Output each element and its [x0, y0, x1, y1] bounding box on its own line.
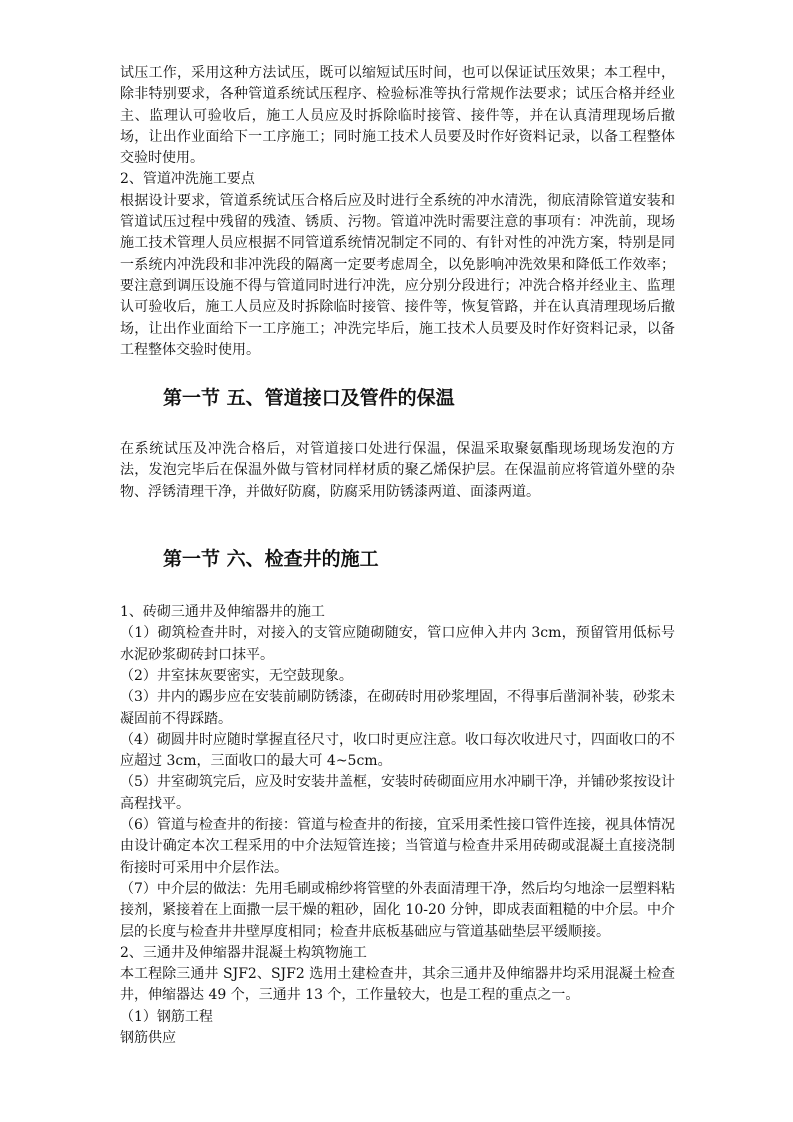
- subheading-rebar: （1）钢筋工程: [120, 1008, 213, 1025]
- list-item: （3）井内的踢步应在安装前刷防锈漆，在砌砖时用砂浆埋固，不得事后凿洞补装，砂浆未凝固前不得踩踏。: [120, 689, 675, 727]
- subheading-brick-well: 1、砖砌三通井及伸缩器井的施工: [120, 604, 325, 621]
- list-item: （4）砌圆井时应随时掌握直径尺寸，收口时更应注意。收口每次收进尺寸，四面收口的不应超过 3cm，三面收口的最大可 4~5cm。: [120, 731, 675, 770]
- paragraph-insulation: 在系统试压及冲洗合格后，对管道接口处进行保温，保温采取聚氨酯现场现场发泡的方法，发泡完毕后在保温外做与管材同样材质的聚乙烯保护层。在保温前应将管道外壁的杂物、浮锈清理干净，并做好防腐，防腐采用防锈漆两道、面漆两道。: [120, 441, 675, 500]
- spacer: [120, 571, 675, 602]
- paragraph-flushing: 根据设计要求，管道系统试压合格后应及时进行全系统的冲水清洗，彻底清除管道安装和管道试压过程中残留的残渣、锈质、污物。管道冲洗时需要注意的事项有：冲洗前，现场施工技术管理人员应根据不同管道系统情况制定不同的、有针对性的冲洗方案，特别是同一系统内冲洗段和非冲洗段的隔离一定要考虑周全，以免影响冲洗效果和降低工作效率；要注意到调压设施不得与管道同时进行冲洗，应分别分段进行；冲洗合格并经业主、监理认可验收后，施工人员应及时拆除临时接管、接件等，恢复管路，并在认真清理现场后撤场，让出作业面给下一工序施工；冲洗完毕后，施工技术人员要及时作好资料记录，以备工程整体交验时使用。: [120, 192, 675, 358]
- list-item: （2）井室抹灰要密实，无空鼓现象。: [120, 667, 353, 684]
- list-item: （6）管道与检查井的衔接：管道与检查井的衔接，宜采用柔性接口管件连接，视具体情况由设计确定本次工程采用的中介法短管连接；当管道与检查井采用砖砌或混凝土直接浇制衔接时可采用中介层作法。: [120, 817, 675, 876]
- subheading-concrete-well: 2、三通井及伸缩器井混凝土构筑物施工: [120, 944, 367, 961]
- paragraph-pressure-test: 试压工作，采用这种方法试压，既可以缩短试压时间，也可以保证试压效果；本工程中，除非特别要求，各种管道系统试压程序、检验标准等执行常规作法要求；试压合格并经业主、监理认可验收后，施工人员应及时拆除临时接管、接件等，并在认真清理现场后撤场，让出作业面给下一工序施工；同时施工技术人员要及时作好资料记录，以备工程整体交验时使用。: [120, 65, 675, 167]
- paragraph-concrete-well: 本工程除三通井 SJF2、SJF2 选用土建检查井，其余三通井及伸缩器井均采用混凝土检查井，伸缩器达 49 个，三通井 13 个，工作量较大，也是工程的重点之一。: [120, 966, 675, 1004]
- subheading-flushing: 2、管道冲洗施工要点: [120, 171, 255, 188]
- document-page: [120, 63, 675, 1049]
- list-item: （7）中介层的做法：先用毛刷或棉纱将管壁的外表面清理干净，然后均匀地涂一层塑料粘接剂，紧接着在上面撒一层干燥的粗砂，固化 10-20 分钟，即成表面粗糙的中介层。中介层的长度与检查井井壁厚度相同；检查井底板基础应与管道基础垫层平缓顺接。: [120, 880, 675, 940]
- subheading-rebar-supply: 钢筋供应: [120, 1029, 176, 1046]
- spacer: [120, 410, 675, 439]
- list-item: （5）井室砌筑完后，应及时安装井盖框，安装时砖砌面应用水冲刷干净，并铺砂浆按设计高程找平。: [120, 774, 675, 812]
- list-item: （1）砌筑检查井时，对接入的支管应随砌随安，管口应伸入井内 3cm，预留管用低标号水泥砂浆砌砖封口抹平。: [120, 625, 675, 663]
- section-heading-inspection-well: 第一节 六、检查井的施工: [163, 548, 379, 571]
- section-heading-insulation: 第一节 五、管道接口及管件的保温: [163, 387, 455, 410]
